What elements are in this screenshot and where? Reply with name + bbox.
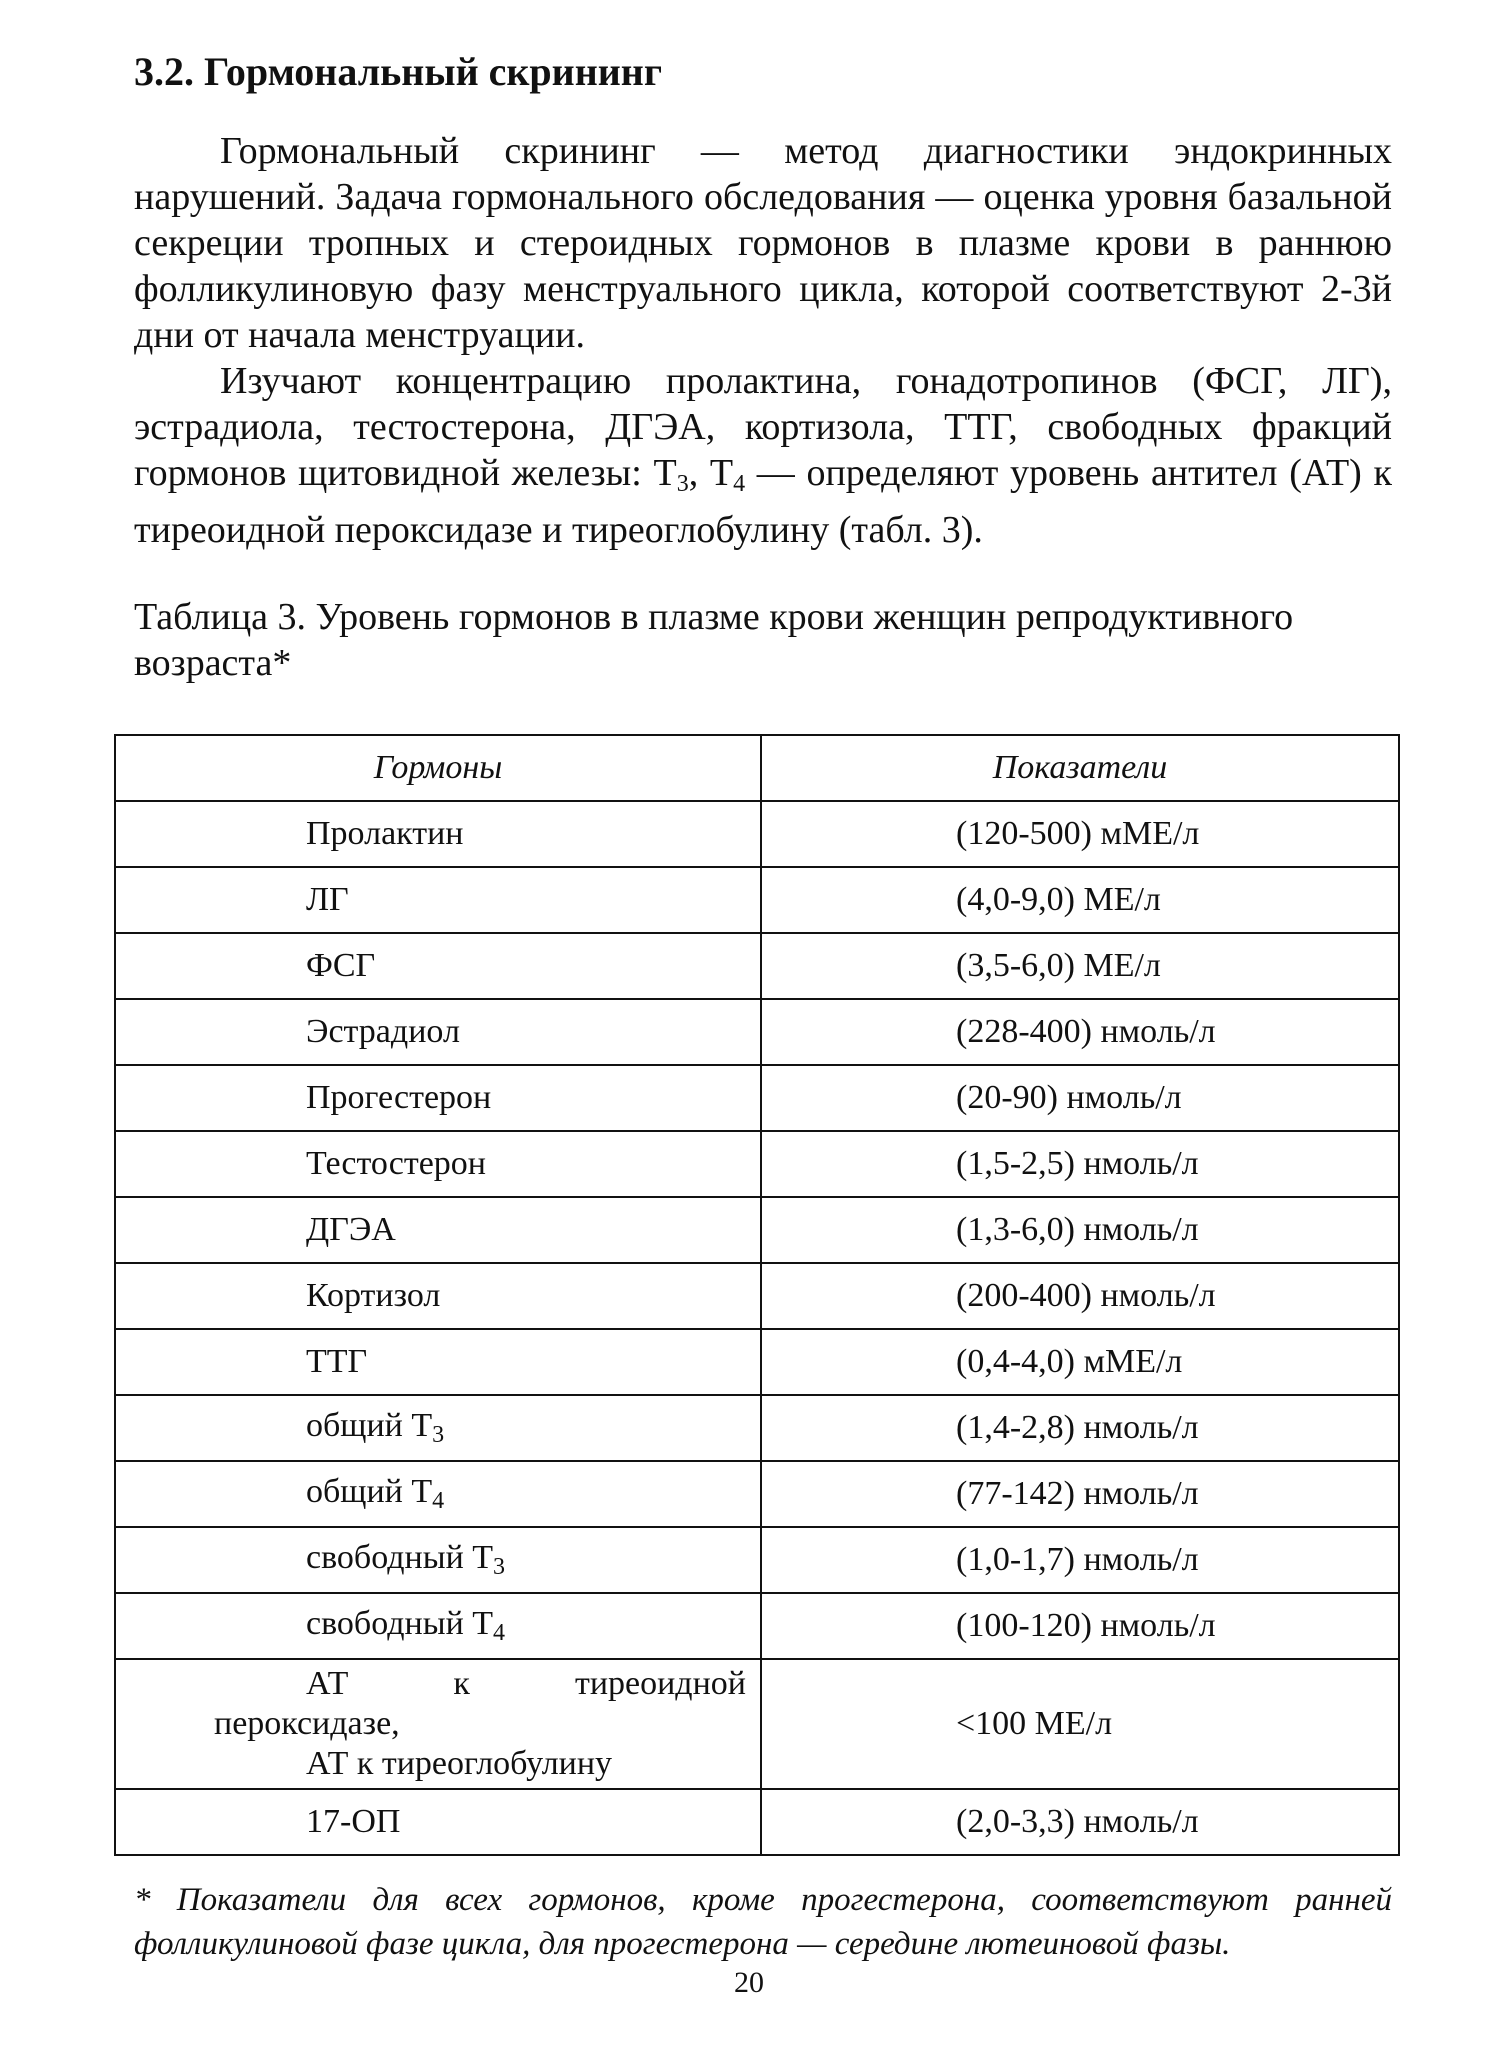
hormone-name: ТТГ	[115, 1329, 761, 1395]
hormone-table	[114, 734, 1400, 1856]
table-row	[115, 1395, 1399, 1461]
hormone-value: (3,5-6,0) МЕ/л	[761, 933, 1399, 999]
header-values: Показатели	[761, 735, 1399, 801]
table-row	[115, 1197, 1399, 1263]
table-row	[115, 933, 1399, 999]
header-hormones: Гормоны	[115, 735, 761, 801]
table-row	[115, 1527, 1399, 1593]
hormone-name: Прогестерон	[115, 1065, 761, 1131]
table-row	[115, 1659, 1399, 1789]
hormone-value: (200-400) нмоль/л	[761, 1263, 1399, 1329]
hormones-paragraph: Изучают концентрацию пролактина, гонадотропинов (ФСГ, ЛГ), эстрадиола, тестостерона, ДГЭА, кортизола, ТТГ, свободных фракций гормонов щитовидной железы: $Т_3$, $Т_4$ — определяют уровень антител (АТ) к тиреоидной пероксидазе и тиреоглобулину (табл. 3).	[134, 360, 1392, 551]
intro-paragraph: Гормональный скрининг — метод диагностики эндокринных нарушений. Задача гормонального обследования — оценка уровня базальной секреции тропных и стероидных гормонов в плазме крови в раннюю фолликулиновую фазу менструального цикла, которой соответствуют 2-3й дни от начала менструации.	[134, 130, 1392, 356]
hormone-value: (228-400) нмоль/л	[761, 999, 1399, 1065]
table-footnote: * Показатели для всех гормонов, кроме прогестерона, соответствуют ранней фолликулиновой фазе цикла, для прогестерона — середине лютеиновой фазы.	[134, 1882, 1392, 1962]
hormone-value: (20-90) нмоль/л	[761, 1065, 1399, 1131]
hormone-value: (4,0-9,0) МЕ/л	[761, 867, 1399, 933]
hormone-name: 17-ОП	[115, 1789, 761, 1855]
hormone-name: ЛГ	[115, 867, 761, 933]
hormone-name: Тестостерон	[115, 1131, 761, 1197]
table-header-row	[115, 735, 1399, 801]
hormone-name: Пролактин	[115, 801, 761, 867]
table-row	[115, 801, 1399, 867]
hormone-value: (77-142) нмоль/л	[761, 1461, 1399, 1527]
hormone-value: (1,3-6,0) нмоль/л	[761, 1197, 1399, 1263]
table-row	[115, 1789, 1399, 1855]
hormone-name: свободный $Т_3$	[115, 1527, 761, 1593]
hormone-value: <100 МЕ/л	[761, 1659, 1399, 1789]
hormone-value: (1,5-2,5) нмоль/л	[761, 1131, 1399, 1197]
hormone-name: Кортизол	[115, 1263, 761, 1329]
hormone-value: (1,0-1,7) нмоль/л	[761, 1527, 1399, 1593]
table-row	[115, 999, 1399, 1065]
hormone-value: (1,4-2,8) нмоль/л	[761, 1395, 1399, 1461]
hormone-name: ФСГ	[115, 933, 761, 999]
table-row	[115, 1131, 1399, 1197]
hormone-name: Эстрадиол	[115, 999, 761, 1065]
hormone-name: ДГЭА	[115, 1197, 761, 1263]
table-row	[115, 1263, 1399, 1329]
table-body	[115, 801, 1399, 1855]
section-heading: 3.2. Гормональный скрининг	[134, 49, 663, 94]
hormone-value: (2,0-3,3) нмоль/л	[761, 1789, 1399, 1855]
table-row	[115, 1593, 1399, 1659]
table-caption: Таблица 3. Уровень гормонов в плазме крови женщин репродуктивного возраста*	[134, 596, 1294, 684]
hormone-value: (100-120) нмоль/л	[761, 1593, 1399, 1659]
hormone-name: общий $Т_4$	[115, 1461, 761, 1527]
table-row	[115, 1329, 1399, 1395]
hormone-value: (0,4-4,0) мМЕ/л	[761, 1329, 1399, 1395]
table-row	[115, 1065, 1399, 1131]
antibodies-cell: АТ к тиреоидной пероксидазе, АТ к тиреоглобулину	[115, 1659, 761, 1789]
table-row	[115, 867, 1399, 933]
page-number: 20	[734, 1966, 764, 1999]
table-row	[115, 1461, 1399, 1527]
hormone-name: общий $Т_3$	[115, 1395, 761, 1461]
hormone-value: (120-500) мМЕ/л	[761, 801, 1399, 867]
hormone-name: свободный $Т_4$	[115, 1593, 761, 1659]
